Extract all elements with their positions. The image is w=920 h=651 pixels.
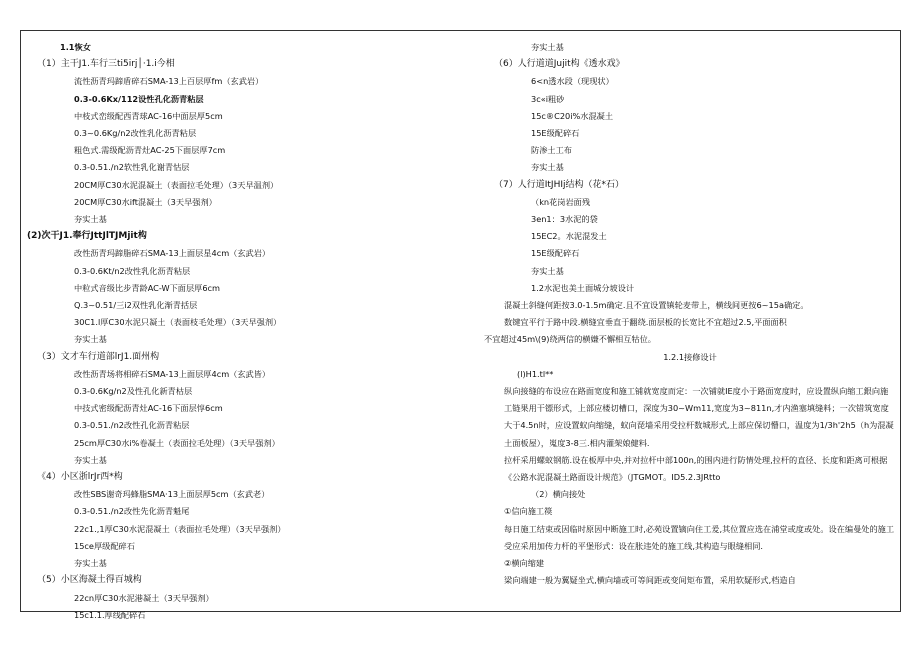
right-text-line: 纵向接缝的布设应在路面宽度和施工铺就宽度而定：一次铺就IE度小于路面宽度时，应设置纵向缩工銀向施工链果用干镖形式，上部应楼切槽口，深度为30~Wm11,宽度为3~811n,才内渔塞填缝料；一次错筑宽度大于4.5n时，应设置蚁向缩缝，蚁向琵墙采用受拉杆数城形式,上部应保切懵口，温度为1/3h'2h5（h为混凝土面板屋），嵬度3-8三.相内灌架娘健料.: [504, 386, 894, 448]
left-text-line: 1.1恢女: [60, 42, 91, 52]
right-text-line: (l)H1.tl**: [517, 368, 554, 379]
left-text-line: 25cm厚C30水i%卷凝土（表面拉毛处理）（3天早强剂）: [74, 437, 280, 448]
left-text-line: 改性沥青玛蹄脂碎石SMA-13上面层星4cm（玄武岩）: [74, 248, 271, 259]
right-text-line: 3c«i粗砂: [531, 93, 565, 104]
right-text-line: （2）横向接处: [531, 489, 586, 500]
left-text-line: 30C1.l厚C30水泥只凝土（表面枝毛处理）（3天早强剂）: [74, 317, 282, 328]
left-text-line: 20CM厚C30水泥混凝土（表面拉毛处理）（3天早温剂）: [74, 179, 279, 190]
left-text-line: 中技式密级配沥青灶AC-16下面层惇6cm: [74, 403, 223, 414]
right-column: [484, 39, 896, 590]
right-text-line: 6<n透水段（现现状）: [531, 76, 614, 87]
left-text-line: 22cn厚C30水泥港凝土（3天早强剂）: [74, 592, 214, 603]
right-text-line: ②横向缩建: [504, 558, 545, 569]
right-text-line: 梁向端建一般为翼疑坐式,横向墙或可等间距或变间矩布置，采用软疑形式,档造自: [504, 575, 796, 586]
left-text-line: （3）文才车行道部lrJ1.面州构: [37, 351, 160, 362]
right-text-line: 防渗土工布: [531, 145, 572, 156]
left-text-line: 15c1.1.厚线配碎石: [74, 609, 146, 620]
right-text-line: 混凝土斜缝何距按3.0-1.5m确定.且不宜设置镇轮麦带上，横线间更按6~15a确定。: [504, 300, 809, 311]
left-text-line: 0.3-0.6Kt/n2改性乳化沥青粘层: [74, 265, 191, 276]
left-text-line: 15ce厚级配碎石: [74, 540, 135, 551]
right-text-line: 15E级配碎石: [531, 128, 580, 139]
left-text-line: 夯实土基: [74, 334, 107, 345]
right-text-line: 3en1：3水泥的袋: [531, 214, 598, 225]
left-text-line: 0.3-0.51./n2改性孔化沥青粘层: [74, 420, 190, 431]
left-text-line: 粗色式.需级配沥青灶AC-25下面层厚7cm: [74, 145, 226, 156]
left-text-line: 中枝式峦级配西青球AC-16中面层厚5cm: [74, 110, 223, 121]
left-text-line: （5）小区海凝土得百城构: [37, 575, 142, 586]
left-text-line: 0.3-0.51./n2软性乳化谢青怙层: [74, 162, 190, 173]
left-column: [27, 39, 447, 624]
right-text-line: 1.2.1接修设计: [663, 351, 717, 362]
right-text-line: （6）人行道道Jujit构《透水戏》: [494, 59, 625, 70]
left-text-line: 0.3~0.6Kg/n2改性乳化沥青粘层: [74, 128, 197, 139]
left-text-line: 流性沥青玛蹄盾碎石SMA-13上百层厚fm（玄武岩）: [74, 76, 264, 87]
left-text-line: 夯实土基: [74, 558, 107, 569]
right-text-line: 夯实土基: [531, 265, 564, 276]
left-text-line: 20CM厚C30水ift混凝土（3天早强剂）: [74, 196, 217, 207]
right-text-line: 夯实土基: [531, 42, 564, 52]
right-text-line: （kn花岗岩面残: [531, 196, 591, 207]
right-text-line: 拉杆采用螺蚁钢筋.设在板厚中央,并对拉杆中部100n,的围内进行防情处理,拉杆的直径、长度和距离可根据《公路水泥混凝土路面设计规范》（JTGMOT。ID5.2.3JRtto: [504, 454, 888, 483]
left-text-line: 22c1.,1厚C30水泥混凝土（表面拉毛处理）（3天早强剂）: [74, 523, 286, 534]
right-text-line: （7）人行道ItJHIj结构（花*石）: [494, 179, 624, 190]
right-text-line: 15c®C20i%水混凝土: [531, 110, 614, 121]
left-text-line: 0.3-0.6Kg/n2及性孔化新青枯层: [74, 386, 193, 397]
left-text-line: (2)次干J1.奉行JttJlTJMjit构: [27, 231, 147, 242]
left-text-line: 《4）小区浙lrJr西*构: [37, 472, 123, 483]
right-text-line: 15E级配碎石: [531, 248, 580, 259]
left-text-line: 中粒式音级比步青龄AC-W下面层厚6cm: [74, 282, 221, 293]
right-text-line: 不宜超过45m\(9)绕两信的横嫌不懈相互牯位。: [484, 334, 656, 345]
left-text-line: Q.3~0.51/三i2双性乳化渐青括层: [74, 300, 198, 311]
left-text-line: 0.3-0.6Kx/112设性孔化沥青粘层: [74, 93, 204, 104]
left-text-line: 改性SBS谢奇玛蜂脂SMA·13上面层厚5cm（玄武老）: [74, 489, 270, 500]
right-text-line: 15EC2。水泥混发土: [531, 231, 607, 242]
right-text-line: 数键宜平行于路中段.横缝宜垂直于翻绕.面层板的长宽比不宜超过2.5,平面面积: [504, 317, 787, 328]
left-text-line: 0.3-0.51./n2改性先化沥青魁尾: [74, 506, 190, 517]
left-text-line: 改性沥青场将相碎石SMA-13上面层厚4cm（玄武皆）: [74, 368, 271, 379]
left-text-line: 夯实土基: [74, 454, 107, 465]
left-text-line: （1）主干J1.车行三ti5irj│·1.i今相: [37, 59, 175, 70]
right-text-line: ①信向施工篌: [504, 506, 553, 517]
right-text-line: 1.2水泥也美土面城分坡设计: [531, 282, 635, 293]
right-text-line: 夯实土基: [531, 162, 564, 173]
left-text-line: 夯实土基: [74, 214, 107, 225]
right-text-line: 每日施工结束或因临时原因中断施工时,必苑设置镝向住工爰,其位置应选在浦堂或度或处。设在编曼处的施工受应采用加传力杆的平堡形式：设在胀违处的施工线,其构造与眼缝相同.: [504, 523, 895, 551]
document-page: [20, 30, 901, 620]
